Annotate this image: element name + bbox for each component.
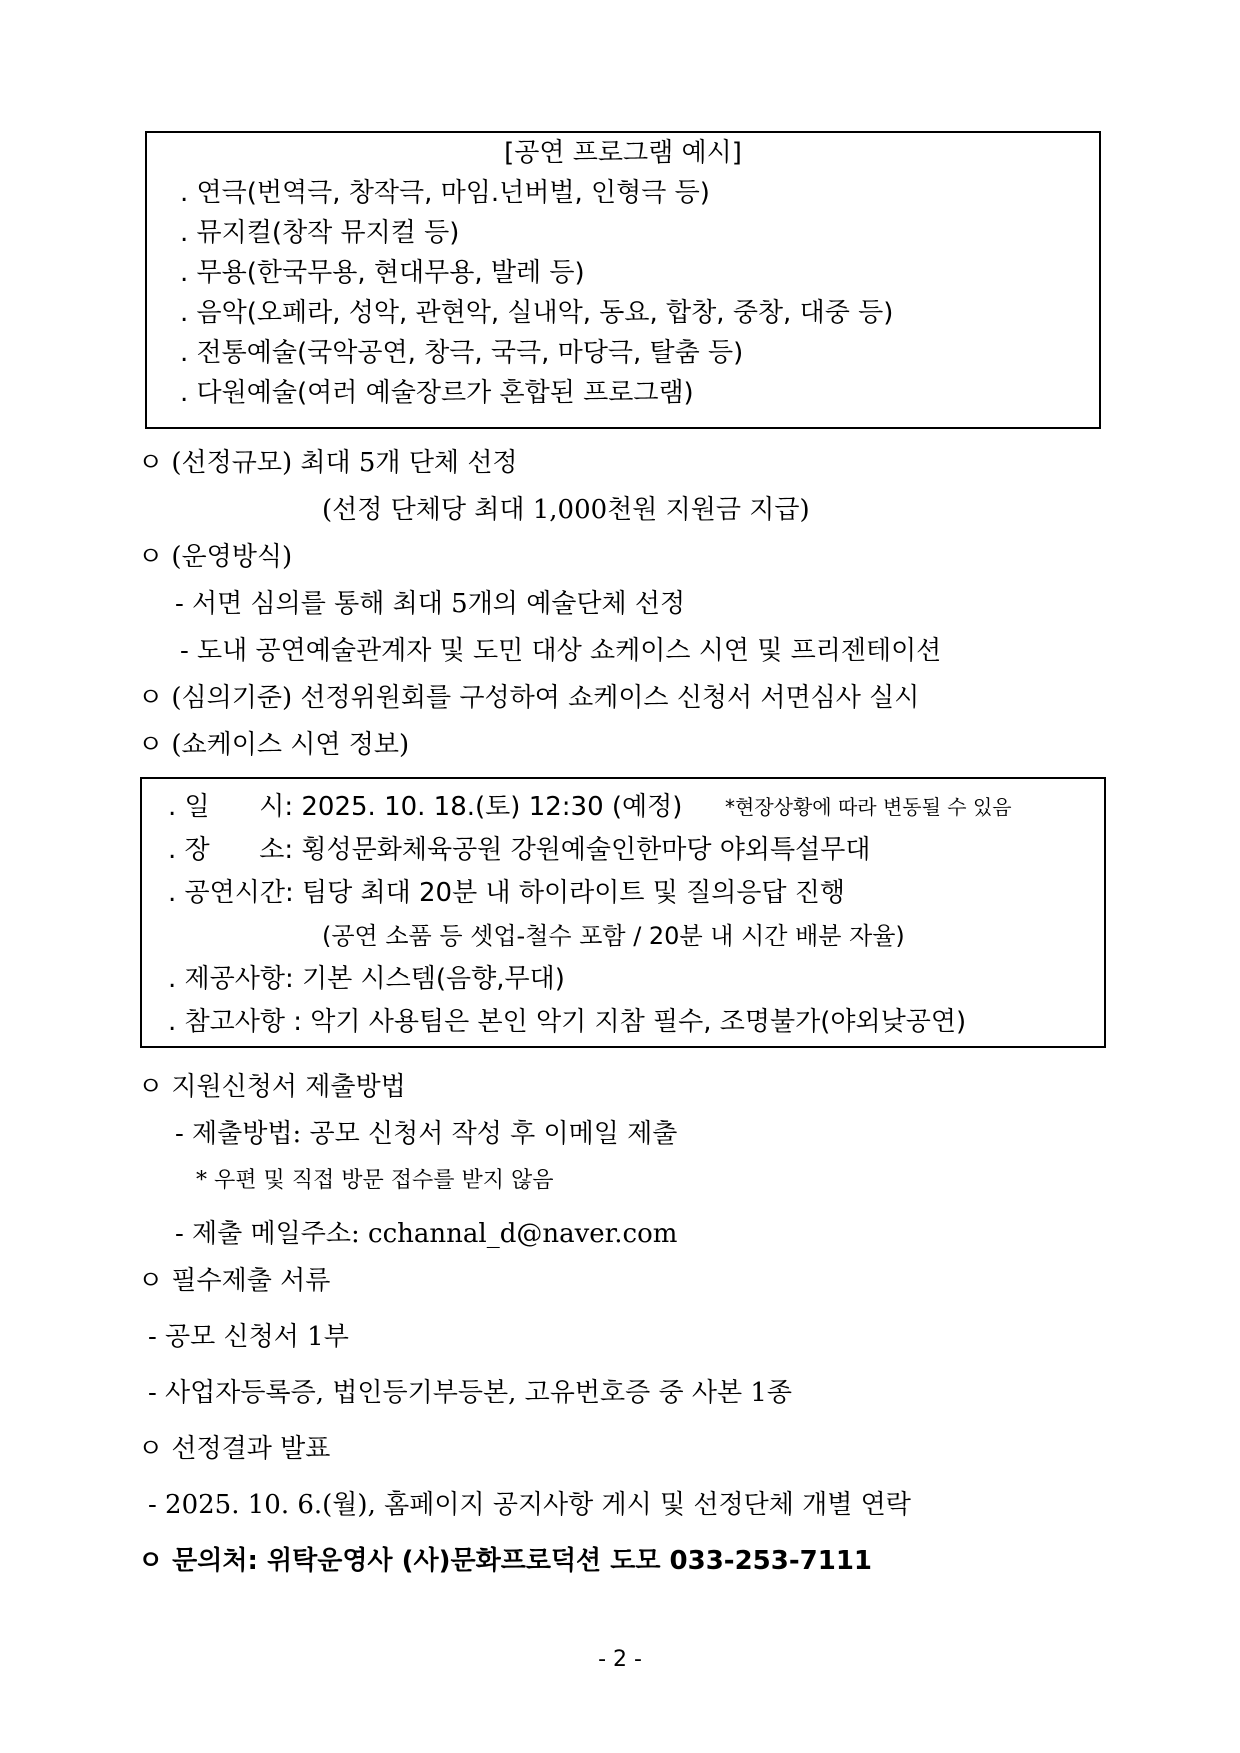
program-item-multidisciplinary: . 다원예술(여러 예술장르가 혼합된 프로그램) (180, 378, 694, 408)
operation-heading: ㅇ (운영방식) (138, 542, 293, 572)
results-heading: ㅇ 선정결과 발표 (138, 1434, 331, 1464)
submission-heading: ㅇ 지원신청서 제출방법 (138, 1072, 406, 1102)
submission-email: - 제출 메일주소: cchannal_d@naver.com (175, 1219, 678, 1249)
program-item-dance: . 무용(한국무용, 현대무용, 발레 등) (180, 258, 585, 288)
showcase-date: . 일 시: 2025. 10. 18.(토) 12:30 (예정) (168, 792, 683, 822)
program-box-title: [공연 프로그램 예시] (504, 138, 742, 168)
program-item-theater: . 연극(번역극, 창작극, 마임.넌버벌, 인형극 등) (180, 178, 710, 208)
page-number: - 2 - (598, 1647, 642, 1672)
documents-item-application: - 공모 신청서 1부 (148, 1322, 349, 1352)
showcase-duration: . 공연시간: 팀당 최대 20분 내 하이라이트 및 질의응답 진행 (168, 878, 846, 908)
selection-scale: ㅇ (선정규모) 최대 5개 단체 선정 (138, 448, 518, 478)
documents-heading: ㅇ 필수제출 서류 (138, 1266, 331, 1296)
review-criteria: ㅇ (심의기준) 선정위원회를 구성하여 쇼케이스 신청서 서면심사 실시 (138, 683, 920, 713)
showcase-date-note: *현장상황에 따라 변동될 수 있음 (725, 795, 1012, 819)
operation-item-review: - 서면 심의를 통해 최대 5개의 예술단체 선정 (175, 589, 686, 619)
documents-item-registration: - 사업자등록증, 법인등기부등본, 고유번호증 중 사본 1종 (148, 1378, 792, 1408)
showcase-heading: ㅇ (쇼케이스 시연 정보) (138, 730, 410, 760)
submission-note: * 우편 및 직접 방문 접수를 받지 않음 (196, 1168, 554, 1193)
program-item-music: . 음악(오페라, 성악, 관현악, 실내악, 동요, 합창, 중창, 대중 등) (180, 298, 894, 328)
showcase-provided: . 제공사항: 기본 시스템(음향,무대) (168, 964, 565, 994)
showcase-duration-sub: (공연 소품 등 셋업-철수 포함 / 20분 내 시간 배분 자율) (322, 922, 905, 950)
submission-method: - 제출방법: 공모 신청서 작성 후 이메일 제출 (175, 1119, 678, 1149)
operation-item-showcase: - 도내 공연예술관계자 및 도민 대상 쇼케이스 시연 및 프리젠테이션 (180, 636, 942, 666)
contact-info: ㅇ 문의처: 위탁운영사 (사)문화프로덕션 도모 033-253-7111 (138, 1546, 873, 1576)
showcase-reference: . 참고사항 : 악기 사용팀은 본인 악기 지참 필수, 조명불가(야외낮공연) (168, 1007, 967, 1037)
program-item-musical: . 뮤지컬(창작 뮤지컬 등) (180, 218, 460, 248)
selection-scale-sub: (선정 단체당 최대 1,000천원 지원금 지급) (322, 495, 810, 525)
program-item-traditional: . 전통예술(국악공연, 창극, 국극, 마당극, 탈춤 등) (180, 338, 744, 368)
showcase-place: . 장 소: 횡성문화체육공원 강원예술인한마당 야외특설무대 (168, 835, 871, 865)
results-item: - 2025. 10. 6.(월), 홈페이지 공지사항 게시 및 선정단체 개별 연락 (148, 1490, 911, 1520)
